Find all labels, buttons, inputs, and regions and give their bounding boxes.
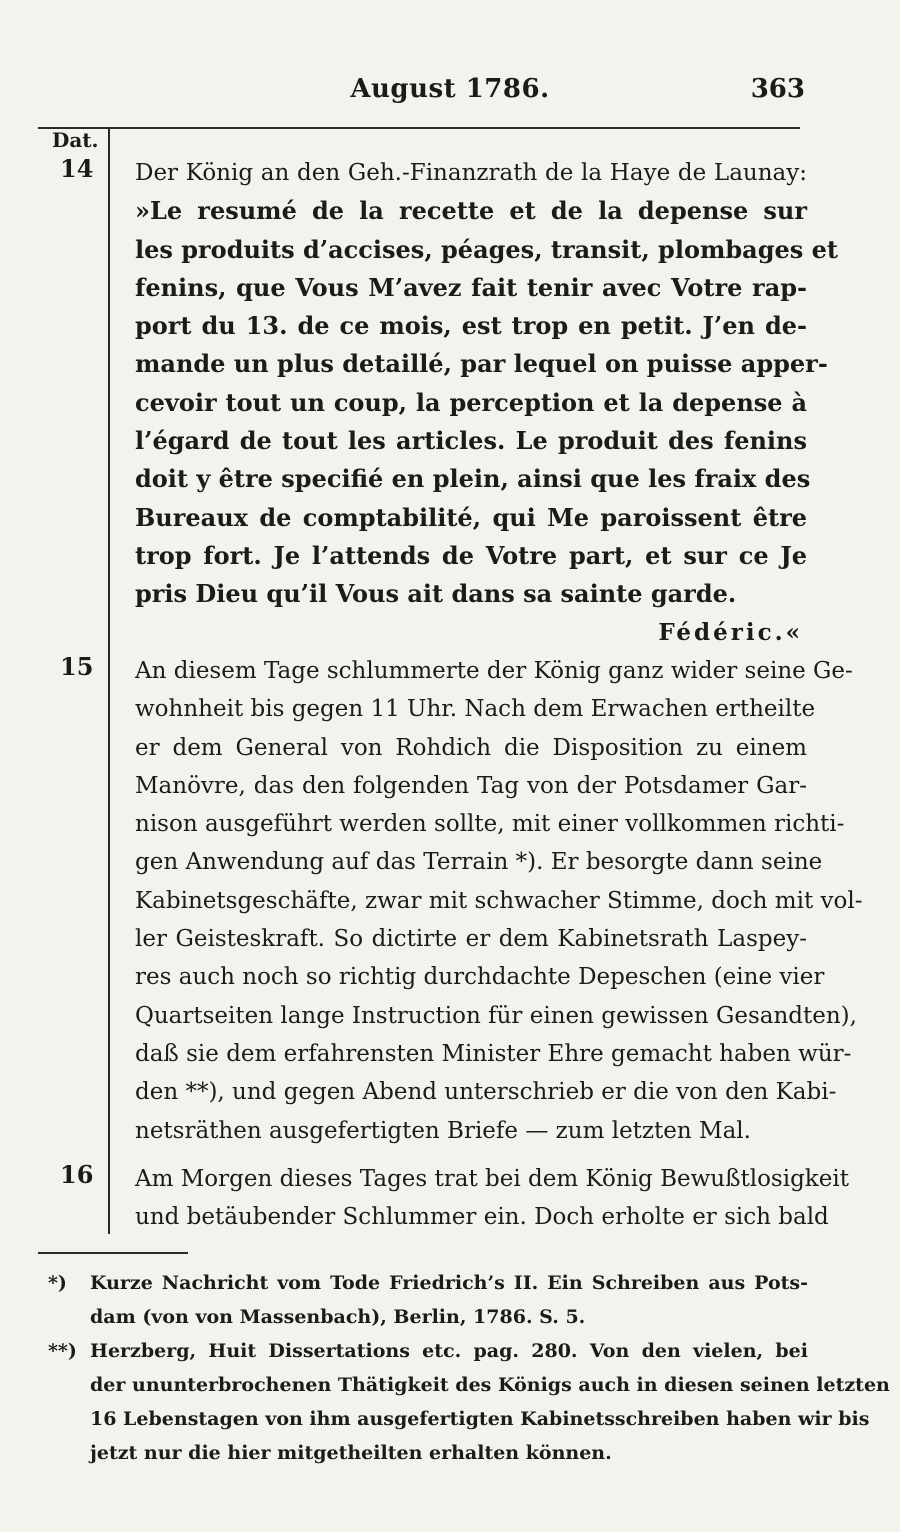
text-line: les produits d’accises, péages, transit, plombages et: [135, 234, 838, 264]
text-line: wohnheit bis gegen 11 Uhr. Nach dem Erwachen ertheilte: [135, 696, 816, 723]
text-line: doit y être specifié en plein, ainsi que les fraix des: [135, 464, 811, 494]
text-line: fenins, que Vous M’avez fait tenir avec Votre rap-: [135, 272, 807, 302]
text-line: mande un plus detaillé, par lequel on puisse apper-: [135, 349, 828, 379]
text-line: netsräthen ausgefertigten Briefe — zum letzten Mal.: [135, 1117, 751, 1144]
page-number: 363: [750, 74, 805, 104]
entry-text: [135, 1160, 849, 1237]
signature: Fédéric.«: [658, 618, 803, 646]
text-line: Manövre, das den folgenden Tag von der Potsdamer Gar-: [135, 772, 807, 799]
footnote-line: dam (von von Massenbach), Berlin, 1786. S. 5.: [90, 1306, 586, 1328]
footnote-mark: *): [48, 1272, 67, 1294]
text-line: cevoir tout un coup, la perception et la depense à: [135, 387, 807, 417]
entry-date: 15: [60, 652, 94, 681]
footnote-line: [48, 1266, 808, 1300]
text-line: den **), und gegen Abend unterschrieb er die von den Kabi-: [135, 1079, 837, 1106]
text-line: gen Anwendung auf das Terrain *). Er besorgte dann seine: [135, 849, 823, 876]
text-line: »Le resumé de la recette et de la depense sur: [135, 196, 807, 226]
text-line: An diesem Tage schlummerte der König ganz wider seine Ge-: [135, 658, 853, 684]
text-line: trop fort. Je l’attends de Votre part, et sur ce Je: [135, 540, 807, 570]
text-line: Am Morgen dieses Tages trat bei dem König Bewußtlosigkeit: [135, 1166, 849, 1192]
text-line: Kabinetsgeschäfte, zwar mit schwacher Stimme, doch mit vol-: [135, 887, 863, 914]
footnote-line: 16 Lebenstagen von ihm ausgefertigten Kabinetsschreiben haben wir bis: [90, 1408, 870, 1430]
page-title: August 1786.: [350, 74, 550, 104]
entry-date: 16: [60, 1160, 94, 1189]
text-line: Der König an den Geh.-Finanzrath de la Haye de Launay:: [135, 160, 807, 186]
text-line: er dem General von Rohdich die Disposition zu einem: [135, 734, 807, 761]
entry-text: [135, 154, 838, 652]
text-line: Bureaux de comptabilité, qui Me paroissent être: [135, 502, 807, 532]
text-line: res auch noch so richtig durchdachte Depeschen (eine vier: [135, 964, 825, 991]
text-line: port du 13. de ce mois, est trop en petit. J’en de-: [135, 311, 807, 341]
text-line: und betäubender Schlummer ein. Doch erholte er sich bald: [135, 1204, 829, 1231]
text-line: daß sie dem erfahrensten Minister Ehre gemacht haben wür-: [135, 1040, 852, 1067]
entry-text: [135, 652, 863, 1150]
footnote-2: [48, 1334, 890, 1470]
text-line: nison ausgeführt werden sollte, mit einer vollkommen richti-: [135, 811, 845, 838]
footnote-line: der ununterbrochenen Thätigkeit des Königs auch in diesen seinen letzten: [90, 1374, 890, 1396]
footnote-mark: **): [48, 1340, 77, 1362]
text-line: ler Geisteskraft. So dictirte er dem Kabinetsrath Laspey-: [135, 926, 807, 953]
date-column-label: Dat.: [52, 128, 99, 152]
text-line: Quartseiten lange Instruction für einen gewissen Gesandten),: [135, 1002, 857, 1029]
header-rule: [38, 127, 800, 129]
footnote-line: jetzt nur die hier mitgetheilten erhalten können.: [90, 1442, 612, 1464]
date-column-rule: [108, 128, 110, 1234]
entry-date: 14: [60, 154, 94, 183]
footnote-rule: [38, 1252, 188, 1254]
footnote-line: [48, 1334, 808, 1368]
footnote-text: Herzberg, Huit Dissertations etc. pag. 280. Von den vielen, bei: [90, 1340, 808, 1362]
text-line: l’égard de tout les articles. Le produit des fenins: [135, 426, 807, 456]
footnote-1: [48, 1266, 808, 1334]
footnote-text: Kurze Nachricht vom Tode Friedrich’s II. Ein Schreiben aus Pots-: [90, 1272, 808, 1294]
running-head: [0, 74, 900, 114]
text-line: pris Dieu qu’il Vous ait dans sa sainte garde.: [135, 579, 737, 609]
footnotes: [48, 1266, 890, 1470]
